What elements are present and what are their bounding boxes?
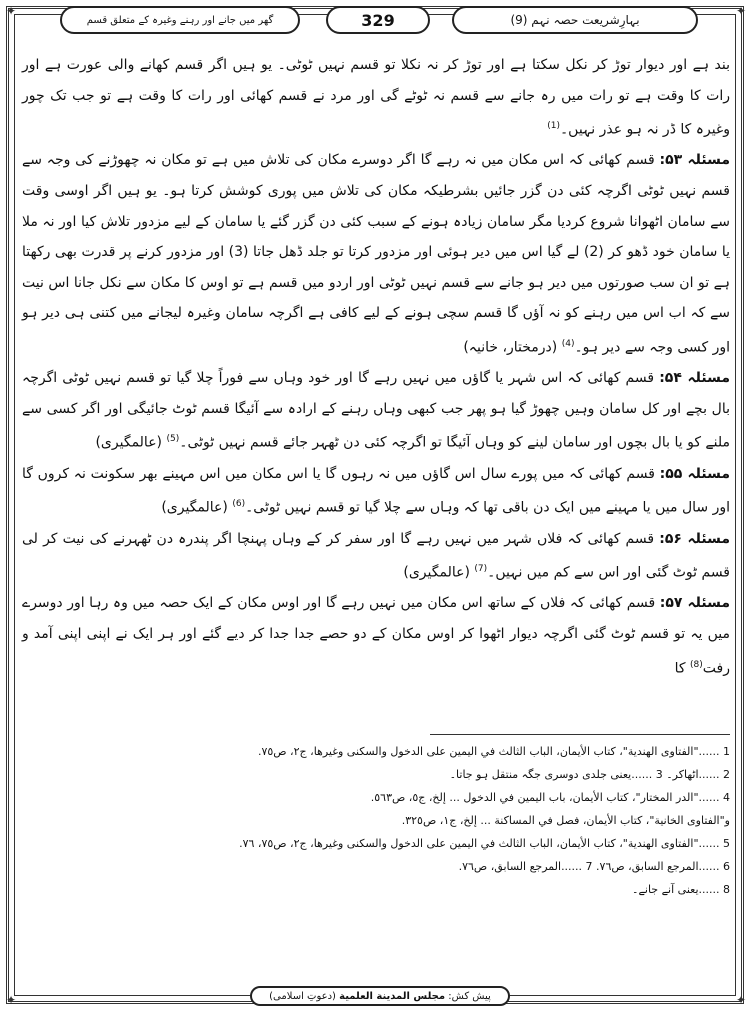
publisher-name: مجلس المدينة العلمية <box>339 990 446 1002</box>
footer-label: پیش کش: <box>448 990 491 1002</box>
footnote-ref: (6) <box>232 499 246 510</box>
footnote: 1 ......"الفتاوى الهندية"، كتاب الأيمان، الباب الثالث في اليمين على الدخول والسكنى وغيرها، ج٢، ص٧٥. <box>257 745 730 758</box>
corner-ornament-icon: ✦ <box>5 993 17 1007</box>
footnote: 5 ......"الفتاوى الهندية"، كتاب الأيمان، الباب الثالث في اليمين على الدخول والسكنى وغيرها، ج٢، ص٧٥، ٧٦. <box>239 837 730 850</box>
chapter-title: گھر میں جانے اور رہنے وغیرہ کے متعلق قسم <box>60 6 300 34</box>
corner-ornament-icon: ✦ <box>735 993 747 1007</box>
source-citation: (عالمگیری) <box>95 435 163 452</box>
paragraph: مسئلہ ۵۶: قسم کھائی کہ فلاں شہر میں نہیں رہے گا اور سفر کر کے وہاں پہنچا اگر پندرہ دن ٹھہرنے کی نیت کر لی قسم ٹوٹ گئی اور اس سے کم میں نہیں۔$^{(7)}$ (عالمگیری) <box>22 530 731 581</box>
masala-label: مسئلہ ۵۳: <box>659 152 730 169</box>
paragraph: مسئلہ ۵۳: قسم کھائی کہ اس مکان میں نہ رہے گا اگر دوسرے مکان کی تلاش میں ہے تو مکان نہ چھوڑنے کی وجہ سے قسم نہیں ٹوٹی اگرچہ کئی دن گزر جائیں بشرطیکہ مکان کی تلاش میں پوری کوشش کرتا ہو۔ یو ہیں اگر اوسی وقت سے سامان اٹھوانا شروع کردیا مگر سامان زیادہ ہونے کے سبب کئی دن گزر گئے یا سامان کے لیے مزدور تلاش کیا اور نہ ملا یا سامان خود ڈھو کر (2) لے گیا اس میں دیر ہوئی اور مزدور کرتا تو جلد ڈھل جاتا (3) اور مزدور کرنے پر قدرت بھی رکھتا ہے تو ان سب صورتوں میں دیر ہو جانے سے قسم نہیں ٹوٹی اور اردو میں قسم ہے تو اوس کا مکان سے نکل جانا اس نیت سے کہ اب اس میں رہنے کو نہ آؤں گا قسم سچی ہونے کے لیے کافی ہے اگرچہ سامان وغیرہ لیجانے میں کتنی ہی دیر ہو اور کسی وجہ سے دیر ہو۔$^{(4)}$ (درمختار، خانیہ) <box>22 152 731 356</box>
footnote: 6 ......المرجع السابق، ص٧٦. 7 ......المرجع السابق، ص٧٦. <box>458 860 730 873</box>
paragraph: مسئلہ ۵۴: قسم کھائی کہ اس شہر یا گاؤں میں نہیں رہے گا اور خود وہاں سے فوراً چلا گیا تو قسم نہیں ٹوٹی اگرچہ بال بچے اور کل سامان وہیں چھوڑ گیا ہو پھر جب کبھی وہاں رہنے کے ارادہ سے آئیگا قسم ٹوٹ جائیگی اور اگر کسی سے ملنے کو یا بال بچوں اور سامان لینے کو وہاں آئیگا تو اگرچہ کئی دن ٹھہر جائے قسم نہیں ٹوٹی۔$^{(5)}$ (عالمگیری) <box>22 370 731 452</box>
footnote-ref: (4) <box>561 339 575 349</box>
masala-label: مسئلہ ۵۴: <box>659 370 731 387</box>
page-number: 329 <box>326 6 430 34</box>
footnote-ref: (7) <box>474 564 488 575</box>
book-title: بہارِشریعت حصہ نہم (9) <box>452 6 698 34</box>
corner-ornament-icon: ✦ <box>5 4 17 18</box>
paragraph: مسئلہ ۵۵: قسم کھائی کہ میں پورے سال اس گاؤں میں نہ رہوں گا یا اس مکان میں اس مہینے بھر سکونت نہ کروں گا اور سال میں یا مہینے میں ایک دن باقی تھا کہ وہاں سے چلا گیا تو قسم نہیں ٹوٹی۔$^{(6)}$ (عالمگیری) <box>22 465 731 516</box>
paragraph: مسئلہ ۵۷: قسم کھائی کہ فلاں کے ساتھ اس مکان میں نہیں رہے گا اور اوس مکان کے ایک حصہ میں وہ رہا اور دوسرے میں یہ تو قسم ٹوٹ گئی اگرچہ دیوار اٹھوا کر اوس مکان کے دو حصے جدا جدا کر دیے گئے اور ہر ایک نے اپنی اپنی آمد و رفت$^{(8)}$ کا <box>22 595 731 677</box>
publisher-footer <box>250 986 510 1006</box>
footnote: 8 ......یعنی آنے جانے۔ <box>632 883 730 896</box>
footnote-separator <box>430 734 730 735</box>
main-text <box>22 50 730 684</box>
footnote: 2 ......اٹھاکر۔ 3 ......یعنی جلدی دوسری جگہ منتقل ہو جاتا۔ <box>449 768 730 781</box>
paragraph: بند ہے اور دیوار توڑ کر نکل سکتا ہے اور توڑ کر نہ نکلا تو قسم نہیں ٹوٹی۔ یو ہیں اگر قسم کھانے والی عورت ہے اور رات کا وقت ہے تو رات میں رہ جانے سے قسم نہ ٹوٹے گی اور مرد نے قسم کھائی اور رات کا وقت ہے تو جب تک چور وغیرہ کا ڈر نہ ہو عذر نہیں۔$^{(1)}$ <box>22 57 730 138</box>
masala-label: مسئلہ ۵۷: <box>659 595 731 612</box>
masala-label: مسئلہ ۵۶: <box>659 530 731 547</box>
source-citation: (درمختار، خانیہ) <box>463 339 558 356</box>
corner-ornament-icon: ✦ <box>735 4 747 18</box>
footnote-ref: (5) <box>166 434 180 445</box>
masala-label: مسئلہ ۵۵: <box>659 465 731 482</box>
publisher-org: (دعوتِ اسلامی) <box>269 990 336 1002</box>
footnote: و"الفتاوى الخانية"، كتاب الأيمان، فصل في المساكنة ... إلخ، ج١، ص٣٢٥. <box>401 814 730 827</box>
footnote-ref: (8) <box>690 659 703 670</box>
footnote-ref: (1) <box>547 121 560 132</box>
source-citation: (عالمگیری) <box>403 564 470 581</box>
source-citation: (عالمگیری) <box>161 499 228 516</box>
footnotes <box>30 740 730 901</box>
footnote: 4 ......"الدر المختار"، كتاب الأيمان، باب اليمين في الدخول ... إلخ، ج٥، ص٥٦٣. <box>370 791 730 804</box>
